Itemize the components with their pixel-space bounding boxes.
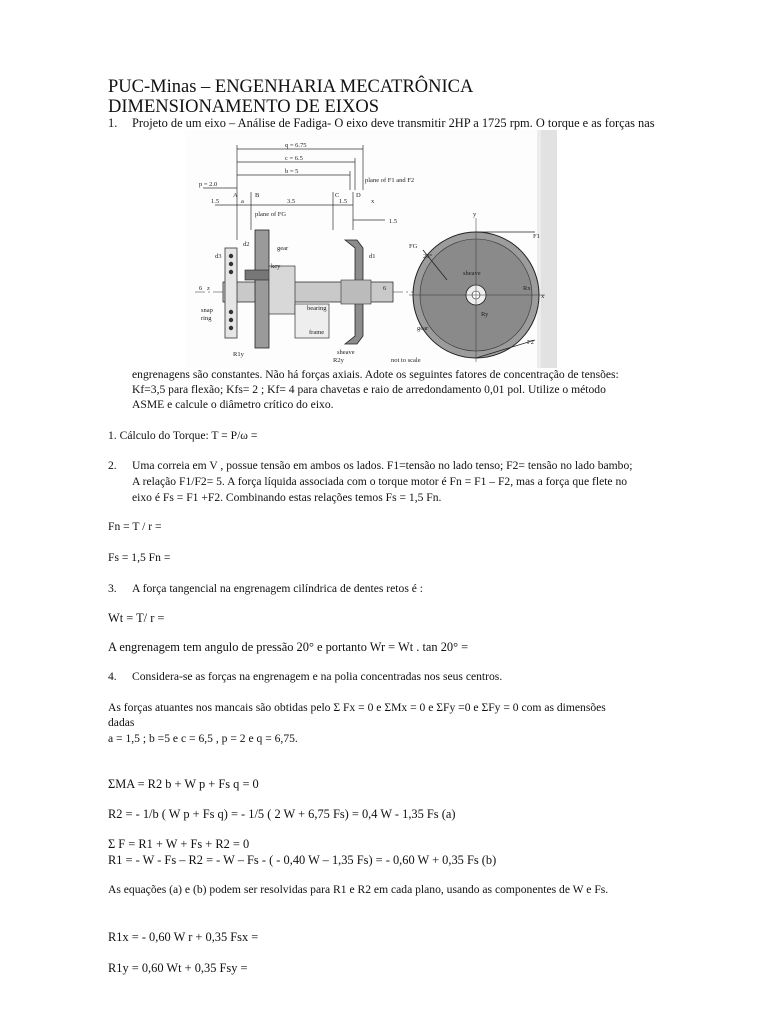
label-d2: d2 [243,241,250,248]
label-a: a [241,198,244,205]
item-3-number: 3. [108,582,117,595]
equation-fs: Fs = 1,5 Fn = [108,551,171,564]
shaft-assembly-figure [185,130,557,368]
label-r2: R2y [333,357,344,364]
item-1-continuation-1: engrenagens são constantes. Não há forças axiais. Adote os seguintes fatores de concentração de tensões: [132,368,619,381]
label-axis-y: y [473,211,477,218]
document-title: PUC-Minas – ENGENHARIA MECATRÔNICA [108,77,474,97]
label-six-left: 6 [199,285,203,292]
item-3-text: A força tangencial na engrenagem cilíndrica de dentes retos é : [132,582,423,595]
item-2-number: 2. [108,459,117,472]
mancais-line-3: a = 1,5 ; b =5 e c = 6,5 , p = 2 e q = 6,75. [108,732,298,745]
label-snap: snap [201,307,213,314]
item-1-text: Projeto de um eixo – Análise de Fadiga- O eixo deve transmitir 2HP a 1725 rpm. O torque e as forças nas [132,116,655,130]
item-1-continuation-2: Kf=3,5 para flexão; Kfs= 2 ; Kf= 4 para chavetas e raio de arredondamento 0,01 pol. Utilize o método [132,383,606,396]
equation-fn: Fn = T / r = [108,520,162,533]
label-sheave: sheave [337,349,355,356]
label-D: D [356,192,361,199]
label-end-sheave: sheave [463,270,481,277]
document-subtitle: DIMENSIONAMENTO DE EIXOS [108,97,379,117]
label-C: C [335,192,340,199]
mancais-line-1: As forças atuantes nos mancais são obtidas pelo Σ Fx = 0 e ΣMx = 0 e ΣFy =0 e ΣFy = 0 com as dimensões [108,701,606,714]
label-z: z [207,285,210,292]
item-4-number: 4. [108,670,117,683]
item-2-line-1: Uma correia em V , possue tensão em ambos os lados. F1=tensão no lado tenso; F2= tensão no lado bambo; [132,459,633,472]
label-fg: FG [409,243,418,250]
mancais-line-2: dadas [108,716,135,729]
label-end-gear: gear [417,325,429,332]
label-A: A [233,192,238,199]
dim-b: b = 5 [285,168,299,175]
label-r1: R1y [233,351,244,358]
pressure-angle-line: A engrenagem tem angulo de pressão 20° e portanto Wr = Wt . tan 20° = [108,640,469,654]
label-f2: F2 [527,339,534,346]
equation-r2: R2 = - 1/b ( W p + Fs q) = - 1/5 ( 2 W + 6,75 Fs) = 0,4 W - 1,35 Fs (a) [108,807,456,821]
equation-r1x: R1x = - 0,60 W r + 0,35 Fsx = [108,930,259,944]
equation-sum-f: Σ F = R1 + W + Fs + R2 = 0 [108,837,250,851]
item-1-continuation-3: ASME e calcule o diâmetro crítico do eixo. [132,398,334,411]
label-Ry: Ry [481,311,489,318]
plane-fg-label: plane of FG [255,211,287,218]
label-axis-x: x [541,293,545,300]
dim-q: q = 6.75 [285,142,307,149]
dim-a-value: 1.5 [211,198,220,205]
label-d3: d3 [215,253,222,260]
torque-calc: 1. Cálculo do Torque: T = P/ω = [108,429,258,442]
label-ring: ring [201,315,212,322]
item-1-number: 1. [108,116,118,130]
dim-c: c = 6.5 [285,155,303,162]
label-f1: F1 [533,233,540,240]
equation-r1: R1 = - W - Fs – R2 = - W – Fs - ( - 0,40 W – 1,35 Fs) = - 0,60 W + 0,35 Fs (b) [108,853,497,867]
label-frame: frame [309,329,325,336]
plane-f1f2-label: plane of F1 and F2 [365,177,415,184]
equation-sum-ma: ΣMA = R2 b + W p + Fs q = 0 [108,777,259,791]
equation-wt: Wt = T/ r = [108,611,165,625]
label-gear: gear [277,245,289,252]
item-4-text: Considera-se as forças na engrenagem e na polia concentradas nos seus centros. [132,670,503,683]
label-six-right: 6 [383,285,387,292]
label-B: B [255,192,260,199]
label-Rx: Rx [523,285,531,292]
dim-3-5: 3.5 [287,198,296,205]
item-2-line-3: eixo é Fs = F1 +F2. Combinando estas relações temos Fs = 1,5 Fn. [132,491,442,504]
label-x-dim: x [371,198,375,205]
dim-p: p = 2.0 [199,181,218,188]
label-angle: 20° [423,253,433,260]
label-key: key [271,263,281,270]
label-d1: d1 [369,253,376,260]
label-not-to-scale: not to scale [391,357,421,364]
equations-note: As equações (a) e (b) podem ser resolvidas para R1 e R2 em cada plano, usando as componentes de W e Fs. [108,883,609,896]
equation-r1y: R1y = 0,60 Wt + 0,35 Fsy = [108,961,248,975]
item-2-line-2: A relação F1/F2= 5. A força líquida associada com o torque motor é Fn = F1 – F2, mas a força que flete no [132,475,628,488]
label-bearing: bearing [307,305,327,312]
dim-1-5-c: 1.5 [389,218,398,225]
dim-1-5-b: 1.5 [339,198,348,205]
